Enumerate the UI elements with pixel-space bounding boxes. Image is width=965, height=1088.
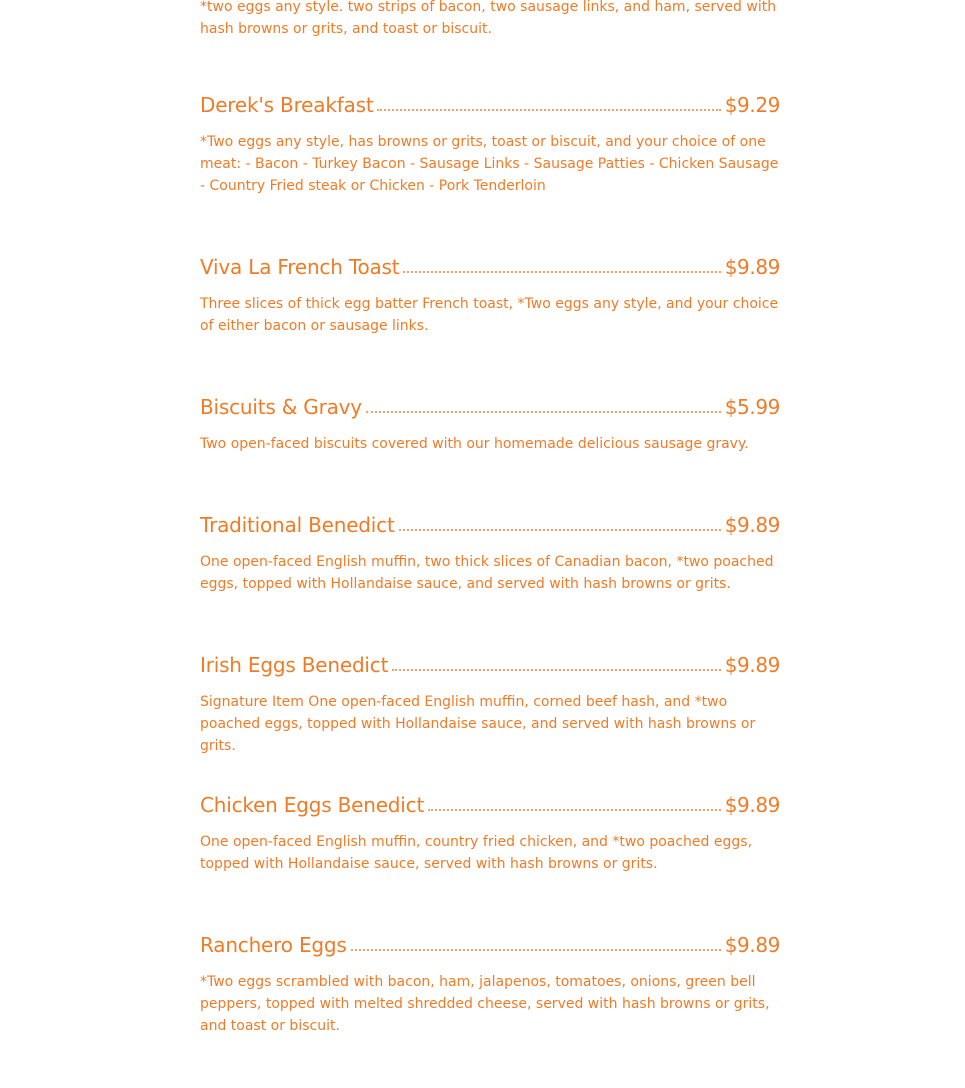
dotted-leader — [366, 410, 721, 413]
menu-item-header — [200, 255, 780, 285]
menu-item-irish-eggs-benedict — [200, 653, 780, 757]
menu-item-dereks-breakfast — [200, 93, 780, 197]
menu-item-name: Viva La French Toast — [200, 255, 400, 279]
menu-item-price: $9.29 — [724, 93, 780, 117]
menu-item-price: $9.89 — [724, 255, 780, 279]
menu-item-description: *two eggs any style. two strips of bacon, two sausage links, and ham, served with hash browns or grits, and toast or biscuit. — [200, 0, 777, 37]
menu-item-header — [200, 395, 780, 425]
menu-item-name: Biscuits & Gravy — [200, 395, 362, 419]
menu-item-description: *Two eggs scrambled with bacon, ham, jalapenos, tomatoes, onions, green bell peppers, topped with melted shredded cheese, served with hash browns or grits, and toast or biscuit. — [200, 974, 770, 1034]
menu-item-price: $9.89 — [724, 513, 780, 537]
menu-item-price: $9.89 — [724, 933, 780, 957]
menu-item-description: Three slices of thick egg batter French toast, *Two eggs any style, and your choice of either bacon or sausage links. — [200, 296, 779, 334]
menu-item-name: Traditional Benedict — [200, 513, 395, 537]
menu-item-price: $5.99 — [724, 395, 780, 419]
menu-item-traditional-benedict — [200, 513, 780, 595]
menu-item-name: Irish Eggs Benedict — [200, 653, 389, 677]
menu-item-name: Ranchero Eggs — [200, 933, 347, 957]
menu-item-description: *Two eggs any style, has browns or grits, toast or biscuit, and your choice of one meat: - Bacon - Turkey Bacon - Sausage Links - Sausage Patties - Chicken Sausage - Country Fried steak or Chicken - Pork Tenderloin — [200, 134, 779, 194]
menu-item-description: One open-faced English muffin, two thick slices of Canadian bacon, *two poached eggs, topped with Hollandaise sauce, and served with hash browns or grits. — [200, 554, 774, 592]
dotted-leader — [399, 528, 721, 531]
menu-item-name: Derek's Breakfast — [200, 93, 374, 117]
menu-item-viva-la-french-toast — [200, 255, 780, 337]
menu-item-description: One open-faced English muffin, country fried chicken, and *two poached eggs, topped with Hollandaise sauce, served with hash browns or grits. — [200, 834, 753, 872]
menu-item-header — [200, 653, 780, 683]
menu-item-header — [200, 933, 780, 963]
menu-item-price: $9.89 — [724, 793, 780, 817]
menu-item-description: Signature Item One open-faced English muffin, corned beef hash, and *two poached eggs, topped with Hollandaise sauce, and served with hash browns or grits. — [200, 694, 756, 754]
menu-item-name: Chicken Eggs Benedict — [200, 793, 425, 817]
dotted-leader — [351, 948, 721, 951]
dotted-leader — [428, 808, 721, 811]
menu-item-header — [200, 93, 780, 123]
menu-item-description: Two open-faced biscuits covered with our homemade delicious sausage gravy. — [200, 436, 749, 452]
breakfast-menu — [200, 0, 780, 1034]
menu-item-biscuits-gravy — [200, 395, 780, 455]
menu-item-ranchero-eggs — [200, 933, 780, 1037]
menu-item-header — [200, 793, 780, 823]
menu-item-header — [200, 513, 780, 543]
dotted-leader — [403, 270, 720, 273]
dotted-leader — [377, 108, 720, 111]
dotted-leader — [392, 668, 721, 671]
menu-item-chicken-eggs-benedict — [200, 793, 780, 875]
menu-item-price: $9.89 — [724, 653, 780, 677]
